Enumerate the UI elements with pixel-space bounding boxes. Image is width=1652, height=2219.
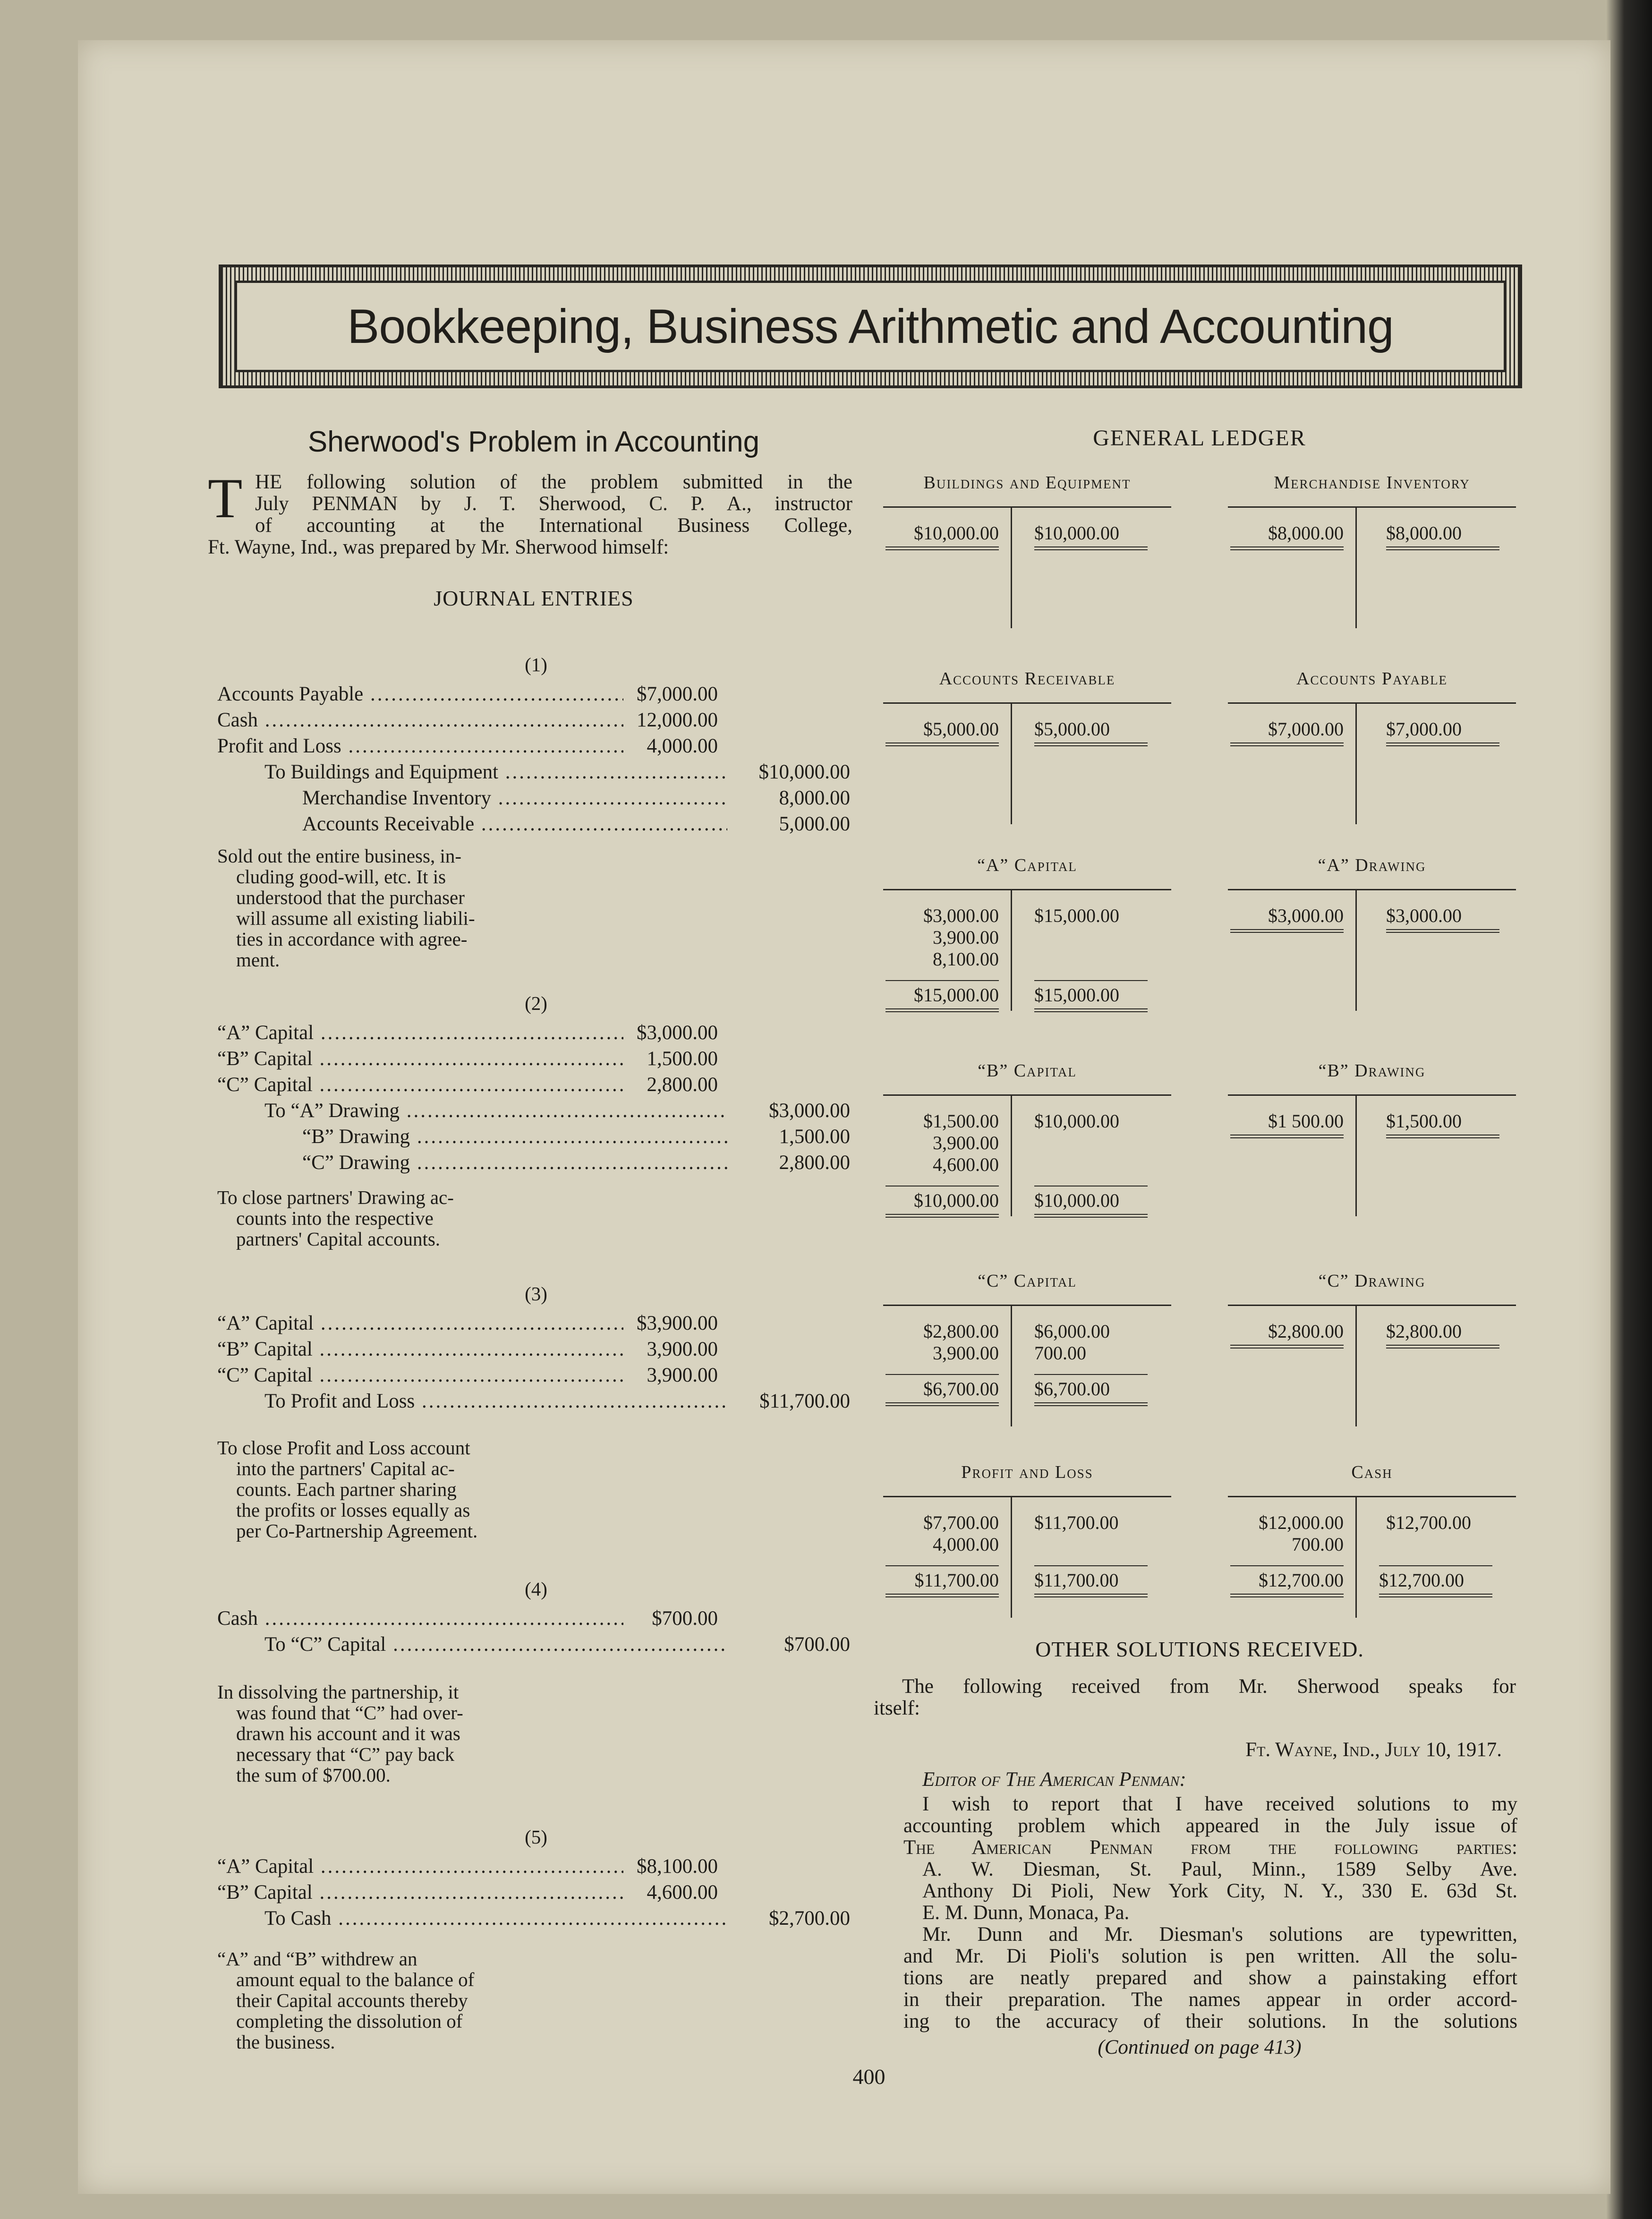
total-double-rule — [1034, 1594, 1148, 1597]
debit-total: $10,000.00 — [914, 1190, 999, 1211]
explanation-line: the sum of $700.00. — [236, 1764, 391, 1786]
letter-line: and Mr. Di Pioli's solution is pen written. All the solu- — [903, 1945, 1517, 1967]
ledger-center-rule — [1011, 1497, 1012, 1618]
total-double-rule — [886, 1008, 999, 1012]
debit-account: “A” Capital ..... — [217, 1020, 623, 1046]
ledger-center-rule — [1355, 1306, 1357, 1426]
entry-explanation — [217, 1437, 538, 1541]
continued-note: (Continued on page 413) — [1098, 2036, 1302, 2058]
ledger-top-rule — [883, 702, 1171, 704]
other-intro — [874, 1675, 1516, 1719]
credit-account: “B” Drawing ..... — [302, 1124, 727, 1150]
ledger-account-title: Accounts Receivable — [939, 669, 1116, 689]
credit-amount: 8,000.00 — [727, 785, 850, 811]
debit-amount: 3,900.00 — [623, 1363, 718, 1388]
total-double-rule — [1386, 929, 1499, 933]
credit-entry: $8,000.00 — [1386, 522, 1462, 544]
entry-explanation — [217, 1948, 538, 2052]
credit-entry: $3,000.00 — [1386, 905, 1462, 926]
subtotal-rule — [1379, 1565, 1492, 1566]
ledger-account-title: “C” Capital — [978, 1271, 1077, 1291]
ledger-center-rule — [1011, 1096, 1012, 1216]
debit-account: Cash ..... — [217, 708, 623, 733]
journal-debit-row — [217, 1020, 727, 1046]
debit-total: $6,700.00 — [923, 1378, 999, 1400]
ledger-account — [883, 1452, 1171, 1622]
debit-amount: $8,100.00 — [623, 1854, 718, 1879]
ledger-account-title: “A” Capital — [977, 855, 1077, 875]
credit-entry: $15,000.00 — [1034, 905, 1119, 926]
total-double-rule — [1034, 1214, 1148, 1218]
explanation-line: will assume all existing liabili- — [236, 907, 475, 929]
credit-entry: $7,000.00 — [1386, 718, 1462, 740]
subtotal-rule — [1230, 1565, 1344, 1566]
intro-paragraph — [208, 471, 852, 558]
journal-debit-row — [217, 734, 727, 759]
explanation-line: To close partners' Drawing ac- — [217, 1186, 454, 1208]
total-double-rule — [1034, 546, 1148, 550]
journal-credit-row — [264, 1098, 850, 1124]
journal-debit-row — [217, 1606, 727, 1631]
journal-credit-row — [264, 1632, 850, 1657]
ledger-account — [883, 463, 1171, 633]
debit-entry: 3,900.00 — [933, 1342, 999, 1364]
journal-debit-row — [217, 1854, 727, 1879]
dateline: Ft. Wayne, Ind., July 10, 1917. — [1245, 1739, 1502, 1761]
debit-account: Cash ..... — [217, 1606, 623, 1631]
credit-total: $10,000.00 — [1034, 1190, 1119, 1211]
debit-entry: 700.00 — [1292, 1534, 1344, 1555]
explanation-line: the business. — [236, 2031, 335, 2053]
explanation-line: was found that “C” had over- — [236, 1702, 463, 1724]
credit-entry: 700.00 — [1034, 1342, 1086, 1364]
ledger-account-title: Buildings and Equipment — [923, 473, 1131, 493]
ledger-account — [883, 845, 1171, 1016]
journal-debit-row — [217, 708, 727, 733]
total-double-rule — [1230, 743, 1344, 746]
explanation-line: necessary that “C” pay back — [236, 1743, 455, 1765]
debit-amount: 1,500.00 — [623, 1046, 718, 1072]
ledger-account-title: “C” Drawing — [1318, 1271, 1426, 1291]
credit-amount: $3,000.00 — [727, 1098, 850, 1124]
debit-account: “A” Capital ..... — [217, 1311, 623, 1336]
ledger-top-rule — [1228, 506, 1516, 508]
debit-entry: 8,100.00 — [933, 948, 999, 970]
total-double-rule — [1379, 1594, 1492, 1597]
letter-line: ing to the accuracy of their solutions. In the solutions — [903, 2010, 1517, 2032]
subtotal-rule — [886, 1374, 999, 1375]
ledger-top-rule — [883, 1305, 1171, 1306]
credit-account: To Cash ..... — [264, 1906, 727, 1931]
entry-number: (5) — [525, 1826, 547, 1848]
journal-debit-row — [217, 1337, 727, 1362]
journal-credit-row — [264, 1389, 850, 1414]
journal-credit-row — [302, 785, 850, 811]
ledger-center-rule — [1011, 508, 1012, 628]
other-solutions-heading: OTHER SOLUTIONS RECEIVED. — [1035, 1637, 1364, 1661]
debit-entry: $8,000.00 — [1268, 522, 1344, 544]
journal-debit-row — [217, 682, 727, 707]
ledger-top-rule — [883, 506, 1171, 508]
total-double-rule — [886, 1402, 999, 1406]
ledger-center-rule — [1355, 1096, 1357, 1216]
credit-account: To Profit and Loss ..... — [264, 1389, 727, 1414]
debit-account: “B” Capital ..... — [217, 1337, 623, 1362]
letter-body — [903, 1793, 1517, 2032]
debit-account: Accounts Payable ..... — [217, 682, 623, 707]
ledger-account — [883, 659, 1171, 829]
ledger-account-title: Cash — [1351, 1462, 1393, 1482]
explanation-line: partners' Capital accounts. — [236, 1228, 441, 1250]
letter-line: tions are neatly prepared and show a painstaking effort — [903, 1967, 1517, 1989]
entry-explanation — [217, 845, 538, 970]
debit-total: $11,700.00 — [914, 1570, 999, 1591]
ledger-center-rule — [1355, 704, 1357, 824]
ledger-center-rule — [1011, 704, 1012, 824]
ledger-account — [1228, 1261, 1516, 1431]
ledger-top-rule — [1228, 889, 1516, 890]
intro-line: Ft. Wayne, Ind., was prepared by Mr. Sherwood himself: — [208, 536, 669, 558]
total-double-rule — [1034, 1402, 1148, 1406]
credit-entry: $12,700.00 — [1386, 1512, 1471, 1533]
explanation-line: “A” and “B” withdrew an — [217, 1948, 417, 1970]
journal-debit-row — [217, 1363, 727, 1388]
credit-account: To “C” Capital ..... — [264, 1632, 727, 1657]
letter-line: Anthony Di Pioli, New York City, N. Y., 330 E. 63d St. — [922, 1880, 1517, 1902]
explanation-line: counts. Each partner sharing — [236, 1478, 457, 1500]
credit-amount: 5,000.00 — [727, 811, 850, 837]
ledger-account — [883, 1051, 1171, 1221]
ledger-account-title: “A” Drawing — [1318, 855, 1426, 875]
explanation-line: ties in accordance with agree- — [236, 928, 468, 950]
ledger-top-rule — [883, 1496, 1171, 1497]
debit-account: “A” Capital ..... — [217, 1854, 623, 1879]
debit-entry: $7,000.00 — [1268, 718, 1344, 740]
ledger-account — [1228, 1452, 1516, 1622]
credit-entry: $6,000.00 — [1034, 1321, 1110, 1342]
total-double-rule — [886, 1594, 999, 1597]
debit-entry: $2,800.00 — [923, 1321, 999, 1342]
credit-amount: $11,700.00 — [727, 1389, 850, 1414]
total-double-rule — [886, 1214, 999, 1218]
subtotal-rule — [886, 980, 999, 981]
other-intro-line: The following received from Mr. Sherwood speaks for — [902, 1675, 1516, 1698]
ledger-account-title: “B” Capital — [978, 1061, 1077, 1081]
debit-entry: $5,000.00 — [923, 718, 999, 740]
entry-explanation — [217, 1187, 538, 1249]
debit-amount: 12,000.00 — [623, 708, 718, 733]
subtotal-rule — [1034, 1374, 1148, 1375]
explanation-line: into the partners' Capital ac- — [236, 1458, 455, 1479]
credit-total: $11,700.00 — [1034, 1570, 1119, 1591]
journal-debit-row — [217, 1072, 727, 1098]
explanation-line: Sold out the entire business, in- — [217, 845, 462, 867]
total-double-rule — [1230, 1135, 1344, 1138]
drop-cap: T — [208, 467, 243, 529]
ledger-top-rule — [883, 889, 1171, 890]
credit-entry: $1,500.00 — [1386, 1110, 1462, 1132]
debit-amount: $7,000.00 — [623, 682, 718, 707]
explanation-line: their Capital accounts thereby — [236, 1989, 468, 2011]
debit-account: “C” Capital ..... — [217, 1363, 623, 1388]
ledger-center-rule — [1011, 1306, 1012, 1426]
journal-credit-row — [302, 1124, 850, 1150]
letter-line: I wish to report that I have received solutions to my — [922, 1793, 1517, 1815]
credit-amount: $10,000.00 — [727, 760, 850, 785]
salutation: Editor of The American Penman: — [922, 1768, 1186, 1791]
total-double-rule — [886, 546, 999, 550]
total-double-rule — [1386, 1345, 1499, 1348]
subtotal-rule — [1034, 980, 1148, 981]
credit-amount: $2,700.00 — [727, 1906, 850, 1931]
debit-amount: 4,000.00 — [623, 734, 718, 759]
ledger-account-title: Profit and Loss — [961, 1462, 1093, 1482]
debit-entry: $1,500.00 — [923, 1110, 999, 1132]
debit-entry: $12,000.00 — [1259, 1512, 1344, 1533]
credit-amount: $700.00 — [727, 1632, 850, 1657]
debit-entry: $2,800.00 — [1268, 1321, 1344, 1342]
letter-line: Mr. Dunn and Mr. Diesman's solutions are typewritten, — [922, 1923, 1517, 1946]
letter-line: E. M. Dunn, Monaca, Pa. — [922, 1902, 1130, 1924]
credit-account: “C” Drawing ..... — [302, 1150, 727, 1176]
debit-entry: $7,700.00 — [923, 1512, 999, 1533]
ledger-center-rule — [1355, 508, 1357, 628]
debit-amount: 3,900.00 — [623, 1337, 718, 1362]
subtotal-rule — [886, 1565, 999, 1566]
credit-entry: $10,000.00 — [1034, 1110, 1119, 1132]
letter-line: A. W. Diesman, St. Paul, Minn., 1589 Selby Ave. — [922, 1858, 1517, 1880]
journal-credit-row — [264, 760, 850, 785]
page-number: 400 — [852, 2065, 886, 2089]
debit-entry: $3,000.00 — [1268, 905, 1344, 926]
explanation-line: drawn his account and it was — [236, 1723, 460, 1744]
subtotal-rule — [1034, 1565, 1148, 1566]
credit-entry: $2,800.00 — [1386, 1321, 1462, 1342]
explanation-line: understood that the purchaser — [236, 887, 465, 908]
journal-credit-row — [302, 811, 850, 837]
total-double-rule — [1230, 1345, 1344, 1348]
explanation-line: To close Profit and Loss account — [217, 1437, 470, 1459]
debit-entry: $3,000.00 — [923, 905, 999, 926]
debit-account: “B” Capital ..... — [217, 1880, 623, 1905]
explanation-line: ment. — [236, 949, 280, 971]
ledger-top-rule — [1228, 702, 1516, 704]
ledger-account-title: Accounts Payable — [1296, 669, 1448, 689]
explanation-line: amount equal to the balance of — [236, 1969, 475, 1990]
explanation-line: In dissolving the partnership, it — [217, 1681, 459, 1703]
debit-entry: 3,900.00 — [933, 1132, 999, 1153]
debit-amount: $3,000.00 — [623, 1020, 718, 1046]
entry-explanation — [217, 1681, 538, 1785]
total-double-rule — [1386, 1135, 1499, 1138]
letter-line: The American Penman from the following parties: — [903, 1836, 1517, 1859]
debit-entry: 3,900.00 — [933, 927, 999, 948]
ledger-account-title: “B” Drawing — [1318, 1061, 1426, 1081]
entry-number: (1) — [525, 654, 547, 675]
debit-entry: 4,000.00 — [933, 1534, 999, 1555]
journal-debit-row — [217, 1880, 727, 1905]
other-intro-line: itself: — [874, 1697, 920, 1719]
page-title: Bookkeeping, Business Arithmetic and Accounting — [347, 299, 1394, 353]
ledger-top-rule — [1228, 1094, 1516, 1096]
debit-total: $15,000.00 — [914, 984, 999, 1006]
credit-total: $6,700.00 — [1034, 1378, 1110, 1400]
total-double-rule — [1386, 546, 1499, 550]
journal-credit-row — [264, 1906, 850, 1931]
intro-line: HE following solution of the problem submitted in the — [255, 471, 852, 493]
ledger-top-rule — [883, 1094, 1171, 1096]
explanation-line: counts into the respective — [236, 1207, 434, 1229]
debit-total: $12,700.00 — [1259, 1570, 1344, 1591]
total-double-rule — [1230, 546, 1344, 550]
total-double-rule — [1230, 1594, 1344, 1597]
credit-total: $15,000.00 — [1034, 984, 1119, 1006]
intro-line: of accounting at the International Business College, — [255, 514, 852, 537]
ledger-account — [1228, 845, 1516, 1016]
ledger-top-rule — [1228, 1496, 1516, 1497]
credit-account: To Buildings and Equipment ..... — [264, 760, 727, 785]
debit-account: “B” Capital ..... — [217, 1046, 623, 1072]
credit-total: $12,700.00 — [1379, 1570, 1464, 1591]
journal-heading: JOURNAL ENTRIES — [434, 586, 634, 610]
journal-debit-row — [217, 1046, 727, 1072]
total-double-rule — [1230, 929, 1344, 933]
entry-number: (4) — [525, 1578, 547, 1600]
ledger-center-rule — [1355, 1497, 1357, 1618]
explanation-line: cluding good-will, etc. It is — [236, 866, 446, 888]
ledger-center-rule — [1011, 890, 1012, 1011]
credit-amount: 2,800.00 — [727, 1150, 850, 1176]
credit-account: To “A” Drawing ..... — [264, 1098, 727, 1124]
credit-account: Accounts Receivable ..... — [302, 811, 727, 837]
header-banner — [219, 265, 1522, 388]
credit-amount: 1,500.00 — [727, 1124, 850, 1150]
entry-number: (2) — [525, 992, 547, 1014]
article-title: Sherwood's Problem in Accounting — [307, 426, 760, 458]
debit-entry: $1 500.00 — [1268, 1110, 1344, 1132]
debit-amount: 2,800.00 — [623, 1072, 718, 1098]
total-double-rule — [1034, 743, 1148, 746]
debit-amount: $3,900.00 — [623, 1311, 718, 1336]
journal-debit-row — [217, 1311, 727, 1336]
letter-line: in their preparation. The names appear in order accord- — [903, 1989, 1517, 2011]
credit-account: Merchandise Inventory ..... — [302, 785, 727, 811]
explanation-line: per Co-Partnership Agreement. — [236, 1520, 478, 1542]
journal-credit-row — [302, 1150, 850, 1176]
letter-line: accounting problem which appeared in the July issue of — [903, 1815, 1517, 1837]
total-double-rule — [1034, 1008, 1148, 1012]
ledger-account-title: Merchandise Inventory — [1274, 473, 1470, 493]
entry-number: (3) — [525, 1283, 547, 1305]
credit-entry: $10,000.00 — [1034, 522, 1119, 544]
debit-amount: $700.00 — [623, 1606, 718, 1631]
book-spine — [1606, 0, 1652, 2219]
ledger-center-rule — [1355, 890, 1357, 1011]
ledger-account — [1228, 463, 1516, 633]
debit-account: Profit and Loss ..... — [217, 734, 623, 759]
ledger-account — [1228, 1051, 1516, 1221]
ledger-account — [883, 1261, 1171, 1431]
total-double-rule — [1386, 743, 1499, 746]
credit-entry: $11,700.00 — [1034, 1512, 1119, 1533]
debit-entry: 4,600.00 — [933, 1154, 999, 1175]
total-double-rule — [886, 743, 999, 746]
ledger-top-rule — [1228, 1305, 1516, 1306]
debit-amount: 4,600.00 — [623, 1880, 718, 1905]
debit-account: “C” Capital ..... — [217, 1072, 623, 1098]
explanation-line: completing the dissolution of — [236, 2010, 463, 2032]
explanation-line: the profits or losses equally as — [236, 1499, 470, 1521]
ledger-heading: GENERAL LEDGER — [1093, 426, 1306, 451]
intro-line: July PENMAN by J. T. Sherwood, C. P. A., instructor — [255, 493, 852, 515]
ledger-account — [1228, 659, 1516, 829]
debit-entry: $10,000.00 — [914, 522, 999, 544]
credit-entry: $5,000.00 — [1034, 718, 1110, 740]
